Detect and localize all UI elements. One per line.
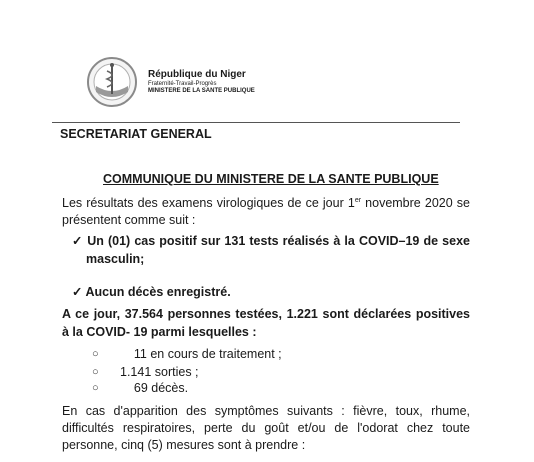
circle-bullet-icon: ○ xyxy=(92,366,99,378)
intro-text-end: novembre 2020 se présentent comme suit : xyxy=(62,196,470,228)
circle-bullet-icon: ○ xyxy=(92,348,99,360)
check-mark-icon: ✓ xyxy=(72,234,88,248)
summary-paragraph: A ce jour, 37.564 personnes testées, 1.221 sont déclarées positives à la COVID- 19 parmi lesquelles : xyxy=(62,307,470,339)
bullet-text: Aucun décès enregistré. xyxy=(85,285,231,299)
sub-item: 1.141 sorties ; xyxy=(120,365,199,379)
circle-bullet-icon: ○ xyxy=(92,382,99,394)
bullet-text: Un (01) cas positif sur 131 tests réalisés à la COVID–19 de sexe masculin; xyxy=(86,234,470,266)
symptoms-paragraph: En cas d'apparition des symptômes suivants : fièvre, toux, rhume, difficultés respiratoires, perte du goût et/ou de l'odorat chez toute personne, cinq (5) mesures sont à prendre : xyxy=(62,404,470,452)
sub-item: 11 en cours de traitement ; xyxy=(120,347,282,361)
communique-title: COMMUNIQUE DU MINISTERE DE LA SANTE PUBLIQUE xyxy=(103,172,439,186)
ministry-name: MINISTERE DE LA SANTE PUBLIQUE xyxy=(148,88,255,94)
header-divider xyxy=(52,122,460,123)
intro-text-start: Les résultats des examens virologiques de ce jour 1 xyxy=(62,196,355,211)
bullet-item xyxy=(72,284,231,299)
republic-motto: Fraternité-Travail-Progrès xyxy=(148,81,217,87)
republic-name: République du Niger xyxy=(148,69,246,80)
intro-superscript: er xyxy=(354,197,362,204)
section-heading: SECRETARIAT GENERAL xyxy=(60,127,212,141)
ministry-logo xyxy=(86,56,138,108)
check-mark-icon: ✓ xyxy=(72,285,86,299)
intro-paragraph xyxy=(62,192,470,229)
sub-item: 69 décès. xyxy=(120,381,189,395)
bullet-item xyxy=(72,232,470,268)
